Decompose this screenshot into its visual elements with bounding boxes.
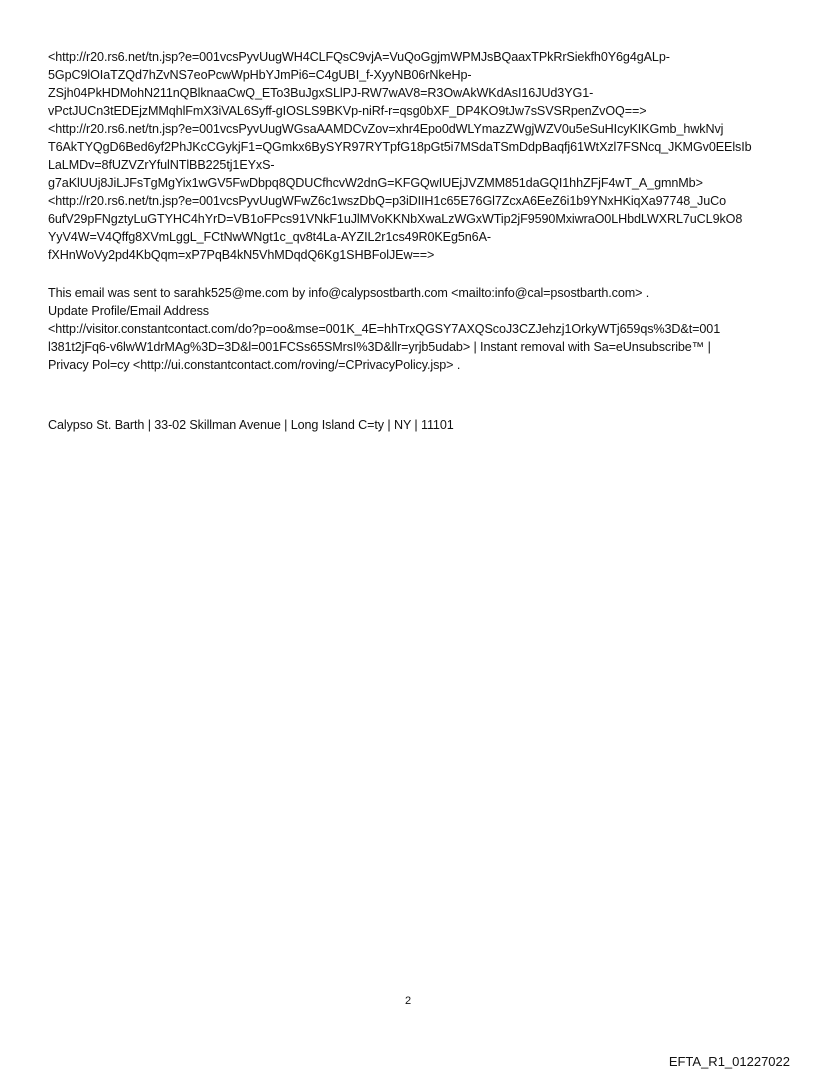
update-profile-label: Update Profile/Email Address (48, 304, 209, 318)
tracking-link-line: YyV4W=V4Qffg8XVmLggL_FCtNwWNgt1c_qv8t4La-AYZIL2r1cs49R0KEg5n6A- (48, 230, 491, 244)
email-body (48, 48, 788, 434)
sender-address-block (48, 416, 788, 434)
tracking-link-line: <http://r20.rs6.net/tn.jsp?e=001vcsPyvUugWH4CLFQsC9vjA=VuQoGgjmWPMJsBQaaxTPkRrSiekfh0Y6g4gALp- (48, 50, 670, 64)
tracking-link-line: vPctJUCn3tEDEjzMMqhlFmX3iVAL6Syff-gIOSLS9BKVp-niRf-r=qsg0bXF_DP4KO9tJw7sSVSRpenZvOQ==> (48, 104, 647, 118)
tracking-link-line: fXHnWoVy2pd4KbQqm=xP7PqB4kN5VhMDqdQ6Kg1SHBFolJEw==> (48, 248, 435, 262)
page-number: 2 (404, 995, 412, 1007)
tracking-link-line: <http://r20.rs6.net/tn.jsp?e=001vcsPyvUugWGsaAAMDCvZov=xhr4Epo0dWLYmazZWgjWZV0u5eSuHIcyKIKGmb_hwkNvj (48, 122, 724, 136)
tracking-link-line: 5GpC9lOIaTZQd7hZvNS7eoPcwWpHbYJmPi6=C4gUBI_f-XyyNB06rNkeHp- (48, 68, 472, 82)
tracking-link-line: ZSjh04PkHDMohN211nQBlknaaCwQ_ETo3BuJgxSLlPJ-RW7wAV8=R3OwAkWKdAsI16JUd3YG1- (48, 86, 594, 100)
tracking-link-line: LaLMDv=8fUZVZrYfulNTlBB225tj1EYxS- (48, 158, 275, 172)
tracking-link-line: 6ufV29pFNgztyLuGTYHC4hYrD=VB1oFPcs91VNkF1uJlMVoKKNbXwaLzWGxWTip2jF9590MxiwraO0LHbdLWXRL7uCL9kO8 (48, 212, 743, 226)
update-profile-link: <http://visitor.constantcontact.com/do?p=oo&mse=001K_4E=hhTrxQGSY7AXQScoJ3CZJehzj1OrkyWTj659qs%3D&t=001 (48, 322, 721, 336)
tracking-link-line: T6AkTYQgD6Bed6yf2PhJKcCGykjF1=QGmkx6BySYR97RYTpfG18pGt5i7MSdaTSmDdpBaqfj61WtXzl7FSNcq_JKMGv0EElsIb (48, 140, 752, 154)
tracking-link-line: g7aKlUUj8JiLJFsTgMgYix1wGV5FwDbpq8QDUCfhcvW2dnG=KFGQwIUEjJVZMM851daGQI1hhZFjF4wT_A_gmnMb> (48, 176, 703, 190)
sent-to-notice: This email was sent to sarahk525@me.com by info@calypsostbarth.com <mailto:info@cal=psostbarth.com> . (48, 286, 650, 300)
unsubscribe-line: l381t2jFq6-v6lwW1drMAg%3D=3D&l=001FCSs65SMrsI%3D&llr=yrjb5udab> | Instant removal with Sa=eUnsubscribe™ | (48, 340, 711, 354)
sender-address: Calypso St. Barth | 33-02 Skillman Avenue | Long Island C=ty | NY | 11101 (48, 418, 454, 432)
email-footer-block (48, 284, 788, 374)
bates-number: EFTA_R1_01227022 (668, 1054, 790, 1069)
tracking-link-line: <http://r20.rs6.net/tn.jsp?e=001vcsPyvUugWFwZ6c1wszDbQ=p3iDIIH1c65E76Gl7ZcxA6EeZ6i1b9YNxHKiqXa97748_JuCo (48, 194, 727, 208)
privacy-policy-line: Privacy Pol=cy <http://ui.constantcontact.com/roving/=CPrivacyPolicy.jsp> . (48, 358, 461, 372)
tracking-links-block (48, 48, 788, 264)
